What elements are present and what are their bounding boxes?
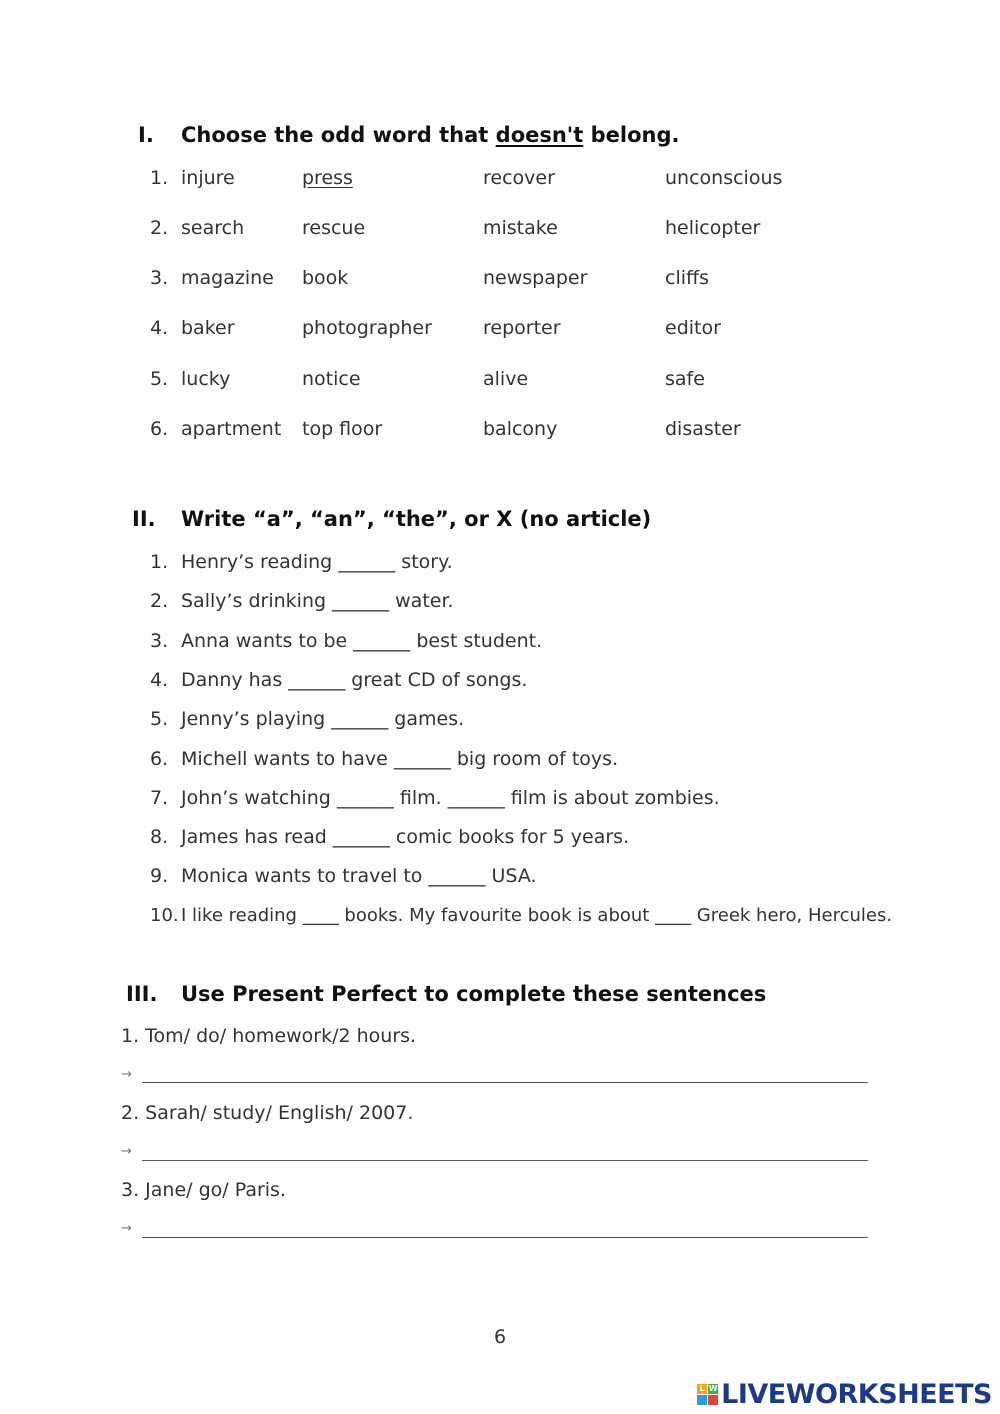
odd-word-row: 5. lucky notice alive safe — [150, 368, 705, 390]
section-1-heading — [0, 123, 1000, 151]
page-number: 6 — [493, 1326, 507, 1348]
word-option[interactable]: recover — [483, 167, 555, 189]
word-option[interactable]: disaster — [665, 418, 741, 440]
odd-word-row: 3. magazine book newspaper cliffs — [150, 267, 709, 289]
odd-word-row: 1. injure press recover unconscious — [150, 167, 783, 189]
word-option[interactable]: balcony — [483, 418, 558, 440]
word-option-selected[interactable]: press — [302, 167, 353, 189]
arrow-icon: → — [121, 1221, 132, 1236]
word-option[interactable]: photographer — [302, 317, 432, 339]
word-option[interactable]: lucky — [181, 368, 231, 390]
article-item: 1. Henry’s reading ______ story. — [150, 551, 453, 573]
word-option[interactable]: newspaper — [483, 267, 588, 289]
article-item: 4. Danny has ______ great CD of songs. — [150, 669, 528, 691]
section-2-title: Write “a”, “an”, “the”, or X (no article) — [181, 507, 652, 531]
word-option[interactable]: injure — [181, 167, 235, 189]
word-option[interactable]: unconscious — [665, 167, 783, 189]
section-2-numeral: II. — [132, 507, 156, 531]
odd-word-row: 4. baker photographer reporter editor — [150, 317, 721, 339]
answer-line-3[interactable] — [142, 1237, 868, 1238]
arrow-icon: → — [121, 1067, 132, 1082]
odd-word-row: 2. search rescue mistake helicopter — [150, 217, 761, 239]
article-item: 5. Jenny’s playing ______ games. — [150, 708, 465, 730]
word-option[interactable]: notice — [302, 368, 361, 390]
word-option[interactable]: book — [302, 267, 349, 289]
word-option[interactable]: editor — [665, 317, 721, 339]
prompt-2: 2. Sarah/ study/ English/ 2007. — [121, 1102, 414, 1124]
section-3-heading — [0, 982, 1000, 1010]
logo-text: LIVEWORKSHEETS — [721, 1379, 992, 1410]
word-option[interactable]: reporter — [483, 317, 561, 339]
word-option[interactable]: top floor — [302, 418, 383, 440]
liveworksheets-logo — [697, 1379, 992, 1410]
word-option[interactable]: rescue — [302, 217, 366, 239]
word-option[interactable]: magazine — [181, 267, 274, 289]
logo-mark-icon: L W — [697, 1384, 718, 1405]
underlined-word: doesn't — [495, 123, 584, 147]
word-option[interactable]: helicopter — [665, 217, 761, 239]
word-option[interactable]: safe — [665, 368, 705, 390]
article-item: 2. Sally’s drinking ______ water. — [150, 590, 454, 612]
word-option[interactable]: alive — [483, 368, 529, 390]
article-item: 9. Monica wants to travel to ______ USA. — [150, 865, 537, 887]
section-1-numeral: I. — [138, 123, 154, 147]
section-2-heading — [0, 507, 1000, 535]
article-item: 3. Anna wants to be ______ best student. — [150, 630, 543, 652]
section-3-numeral: III. — [126, 982, 158, 1006]
word-option[interactable]: cliffs — [665, 267, 709, 289]
word-option[interactable]: apartment — [181, 418, 282, 440]
arrow-icon: → — [121, 1144, 132, 1159]
section-1-title: Choose the odd word that doesn't belong. — [181, 123, 680, 147]
word-option[interactable]: baker — [181, 317, 235, 339]
odd-word-row: 6. apartment top floor balcony disaster — [150, 418, 741, 440]
prompt-1: 1. Tom/ do/ homework/2 hours. — [121, 1025, 417, 1047]
article-item: 8. James has read ______ comic books for 5 years. — [150, 826, 630, 848]
word-option[interactable]: search — [181, 217, 245, 239]
article-item: 7. John’s watching ______ film. ______ film is about zombies. — [150, 787, 720, 809]
article-item: 10. I like reading ____ books. My favourite book is about ____ Greek hero, Hercules. — [150, 905, 893, 926]
word-option[interactable]: mistake — [483, 217, 558, 239]
answer-line-1[interactable] — [142, 1082, 868, 1083]
answer-line-2[interactable] — [142, 1160, 868, 1161]
prompt-3: 3. Jane/ go/ Paris. — [121, 1179, 286, 1201]
article-item: 6. Michell wants to have ______ big room of toys. — [150, 748, 619, 770]
section-3-title: Use Present Perfect to complete these sentences — [181, 982, 767, 1006]
